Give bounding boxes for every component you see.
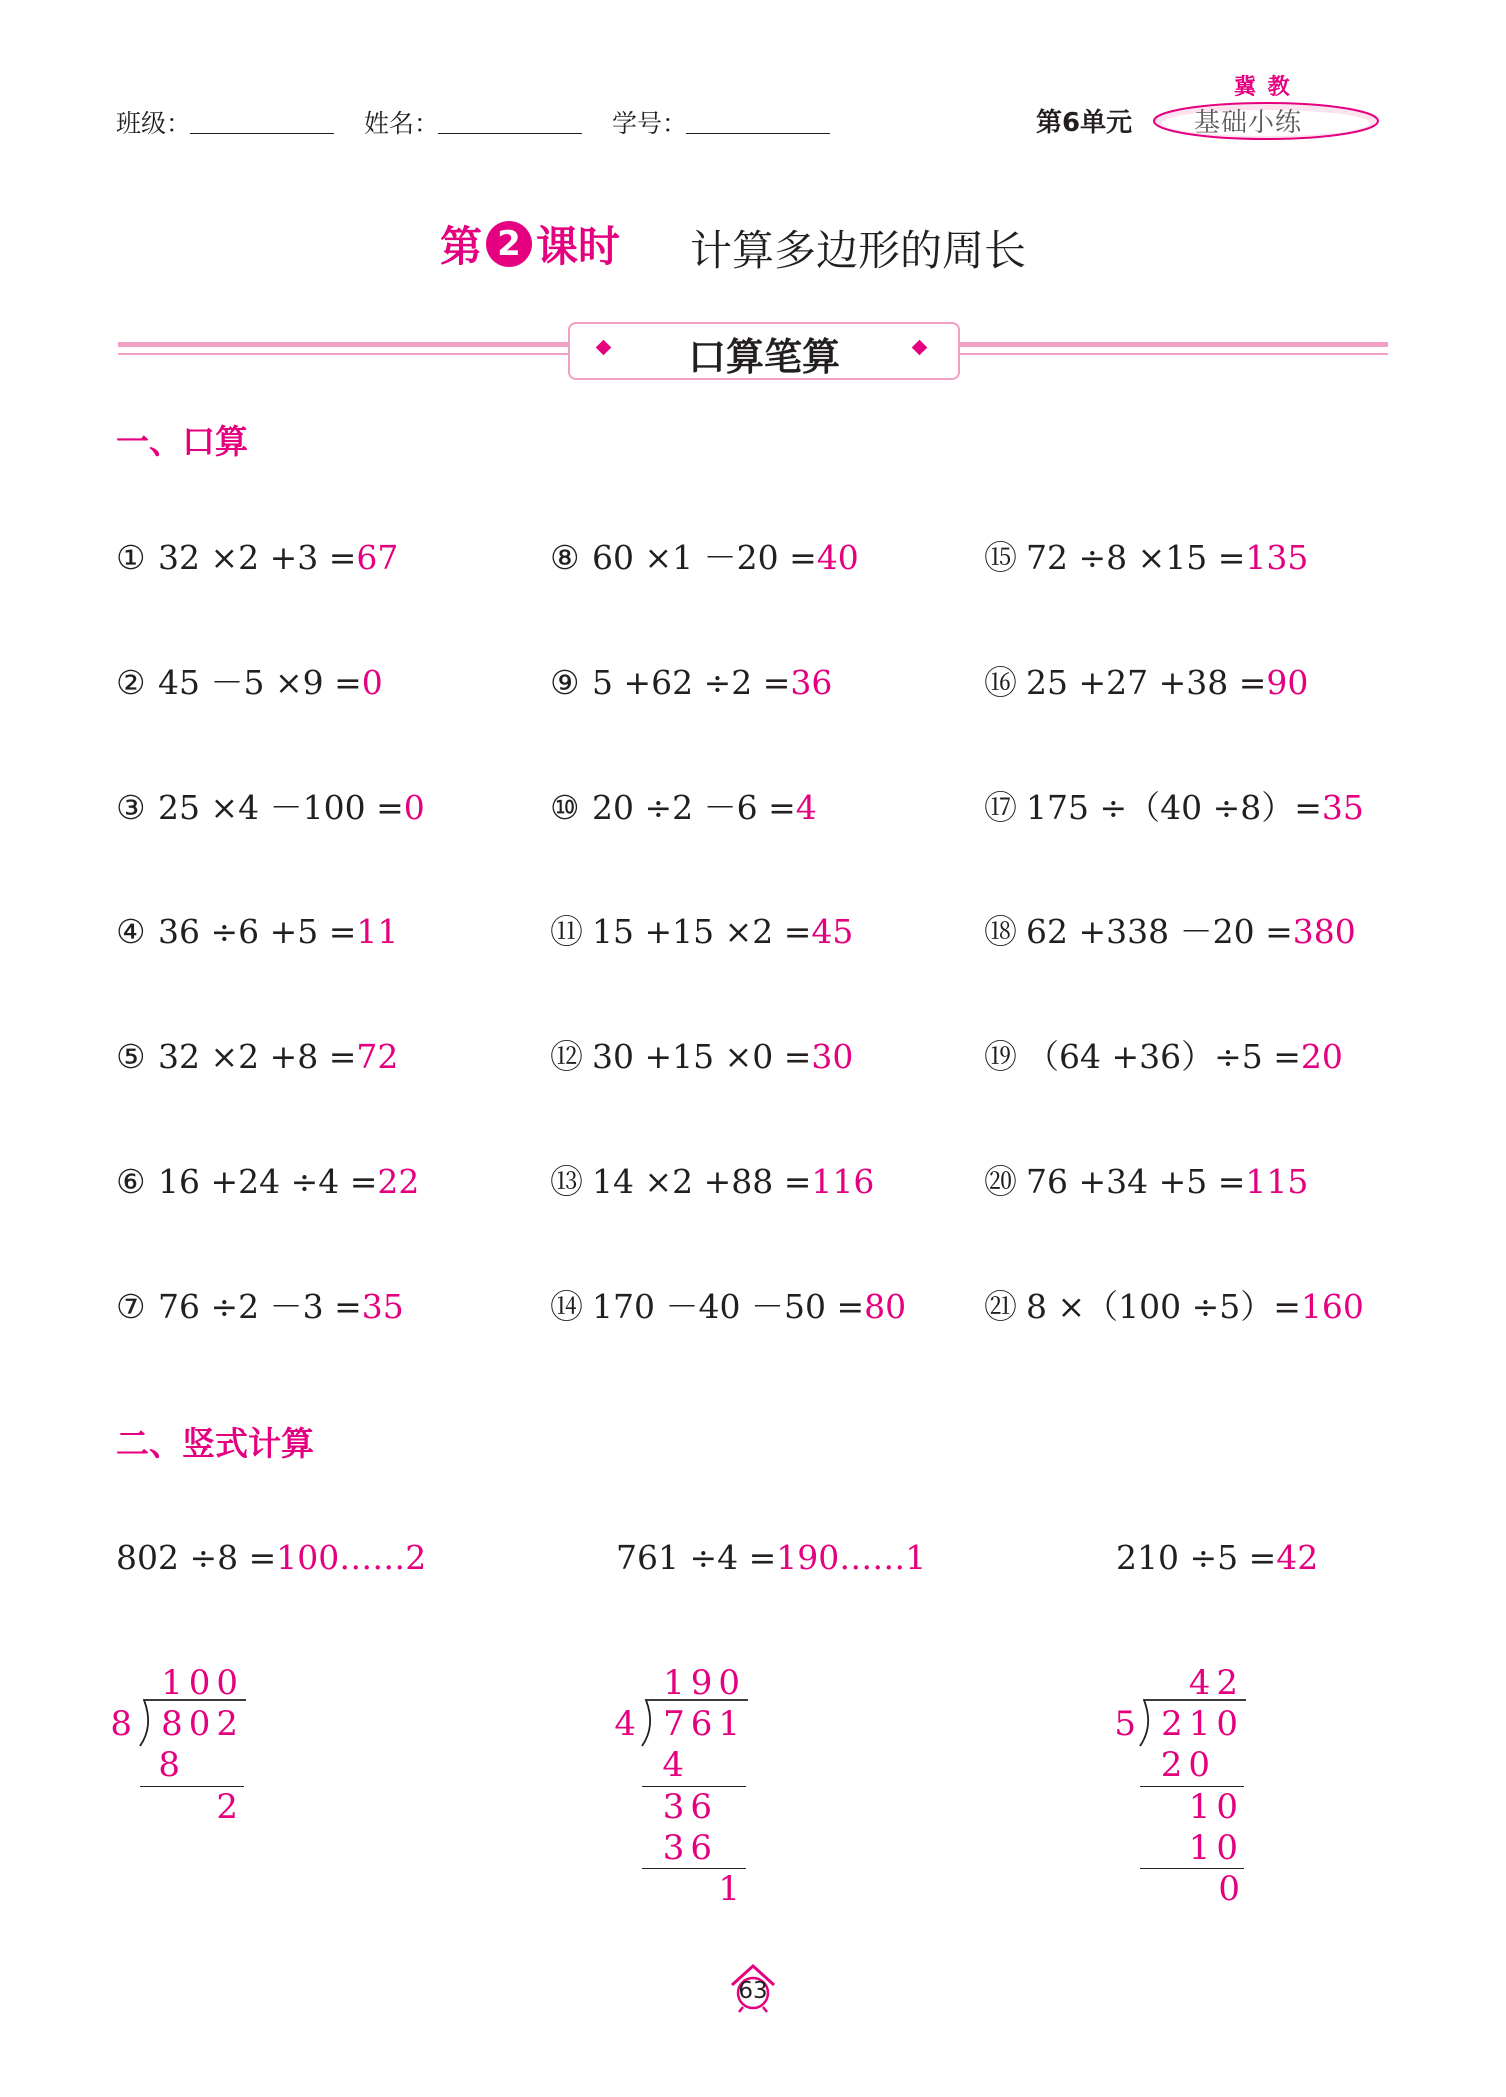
oral-item-answer[interactable]: 72: [356, 1037, 399, 1076]
ld3-dividend: 210: [1161, 1704, 1244, 1744]
oral-item: [984, 788, 1364, 828]
student-id-label: 学号：: [612, 109, 688, 138]
oral-item-question: 32 ×2 +8 =: [158, 1037, 357, 1076]
banner-band-left: [118, 342, 570, 347]
oral-item: [984, 912, 1356, 952]
ld2-step-3: 36: [662, 1828, 718, 1868]
oral-item-question: 16 +24 ÷4 =: [158, 1162, 378, 1201]
oral-item-answer[interactable]: 160: [1300, 1287, 1364, 1326]
oral-item-answer[interactable]: 11: [356, 912, 399, 951]
oral-item-number: ④: [116, 912, 146, 951]
oral-item: [116, 1162, 419, 1202]
oral-item: [550, 663, 832, 703]
oral-item-number: ⑧: [550, 538, 580, 577]
oral-item-question: 5 +62 ÷2 =: [592, 663, 791, 702]
oral-item-answer[interactable]: 135: [1245, 538, 1309, 577]
ld3-step-3: 10: [1188, 1828, 1244, 1868]
ld1-step-1: 8: [158, 1745, 186, 1785]
oral-item: [116, 912, 398, 952]
oral-item: [984, 663, 1308, 703]
oral-item-number: ⑤: [116, 1037, 146, 1076]
oral-item-answer[interactable]: 0: [403, 788, 425, 827]
oral-item: [116, 1287, 404, 1327]
ld3-step-2: 10: [1188, 1787, 1244, 1827]
oral-item-answer[interactable]: 20: [1300, 1037, 1343, 1076]
oral-item-number: ⑫: [550, 1037, 583, 1076]
lesson-suffix: 课时: [536, 222, 621, 271]
ld2-dividend: 761: [663, 1704, 746, 1744]
oral-item-number: ⑱: [984, 912, 1017, 951]
oral-item-question: 25 ×4 －100 =: [158, 788, 404, 827]
ld3-divisor: 5: [1114, 1704, 1142, 1744]
oral-item: [550, 788, 817, 828]
oral-item-number: ⑮: [984, 538, 1017, 577]
banner-band-right-thin: [956, 353, 1388, 355]
oral-item: [550, 1287, 906, 1327]
oral-item-answer[interactable]: 4: [795, 788, 817, 827]
oral-item-answer[interactable]: 45: [811, 912, 854, 951]
oral-item-question: 76 +34 +5 =: [1026, 1162, 1246, 1201]
oral-item-answer[interactable]: 0: [361, 663, 383, 702]
class-blank[interactable]: [190, 133, 334, 134]
written-problem-1-answer[interactable]: 100……2: [276, 1538, 427, 1577]
oral-item-answer[interactable]: 22: [377, 1162, 420, 1201]
oral-item-answer[interactable]: 115: [1245, 1162, 1309, 1201]
name-label: 姓名：: [364, 109, 440, 138]
section2-heading: 二、竖式计算: [116, 1424, 314, 1463]
oral-item-question: 30 +15 ×0 =: [592, 1037, 812, 1076]
oral-item: [116, 788, 425, 828]
ld1-dividend: 802: [161, 1704, 244, 1744]
oral-item-number: ⑳: [984, 1162, 1017, 1201]
oral-item-question: 76 ÷2 －3 =: [158, 1287, 362, 1326]
oral-item-answer[interactable]: 36: [790, 663, 833, 702]
oral-item: [116, 538, 398, 578]
oral-item-question: （64 +36）÷5 =: [1026, 1037, 1301, 1076]
oral-item-question: 32 ×2 +3 =: [158, 538, 357, 577]
section1-heading: 一、口算: [116, 422, 248, 461]
oral-item: [116, 663, 383, 703]
oral-item-answer[interactable]: 40: [816, 538, 859, 577]
oral-item-question: 25 +27 +38 =: [1026, 663, 1267, 702]
ld2-step-4: 1: [718, 1869, 746, 1909]
class-label: 班级：: [116, 109, 192, 138]
oral-item-number: ⑩: [550, 788, 580, 827]
written-problem-3-question: 210 ÷5 =: [1116, 1538, 1277, 1577]
oral-item-number: ⑬: [550, 1162, 583, 1201]
oral-item-answer[interactable]: 80: [864, 1287, 907, 1326]
written-problem-1-equation: [116, 1538, 426, 1577]
written-problem-3-answer[interactable]: 42: [1276, 1538, 1319, 1577]
page-number: 63: [738, 1978, 768, 2004]
oral-item: [550, 1162, 874, 1202]
oral-item-number: ①: [116, 538, 146, 577]
student-id-blank[interactable]: [686, 133, 830, 134]
banner-band-left-thin: [118, 353, 570, 355]
oral-item-question: 14 ×2 +88 =: [592, 1162, 812, 1201]
oral-item-question: 62 +338 －20 =: [1026, 912, 1293, 951]
oral-item-number: ⑪: [550, 912, 583, 951]
oral-item-question: 8 ×（100 ÷5）=: [1026, 1287, 1301, 1326]
oral-item-number: ⑰: [984, 788, 1017, 827]
written-problem-2-answer[interactable]: 190……1: [776, 1538, 927, 1577]
oral-item-answer[interactable]: 30: [811, 1037, 854, 1076]
lesson-heading: [440, 214, 620, 274]
ld1-quotient: 100: [161, 1663, 244, 1703]
banner-title: 口算笔算: [687, 335, 840, 379]
written-problem-2-question: 761 ÷4 =: [616, 1538, 777, 1577]
oral-item-number: ⑦: [116, 1287, 146, 1326]
oral-item-number: ⑥: [116, 1162, 146, 1201]
series-label: 基础小练: [1194, 108, 1303, 138]
ld3-step-1: 20: [1160, 1745, 1216, 1785]
banner-band-right: [956, 342, 1388, 347]
oral-item: [116, 1037, 398, 1077]
oral-item-answer[interactable]: 380: [1292, 912, 1356, 951]
lesson-number-circle: 2: [486, 221, 532, 267]
ld1-step-2: 2: [216, 1787, 244, 1827]
oral-item-number: ⑭: [550, 1287, 583, 1326]
ld3-quotient: 42: [1188, 1663, 1244, 1703]
oral-item-question: 175 ÷（40 ÷8）=: [1026, 788, 1322, 827]
oral-item-question: 20 ÷2 －6 =: [592, 788, 796, 827]
oral-item-question: 45 －5 ×9 =: [158, 663, 362, 702]
name-blank[interactable]: [438, 133, 582, 134]
oral-item: [550, 1037, 853, 1077]
oral-item-answer[interactable]: 35: [361, 1287, 404, 1326]
ld2-divisor: 4: [614, 1704, 642, 1744]
ld2-quotient: 190: [663, 1663, 746, 1703]
ld1-divisor: 8: [110, 1704, 138, 1744]
oral-item-number: ⑲: [984, 1037, 1017, 1076]
oral-item-answer[interactable]: 35: [1321, 788, 1364, 827]
oral-item-number: ②: [116, 663, 146, 702]
oral-item-answer[interactable]: 67: [356, 538, 399, 577]
oral-item: [984, 1037, 1343, 1077]
publisher-label: 冀 教: [1234, 75, 1292, 100]
lesson-topic: 计算多边形的周长: [690, 226, 1027, 275]
oral-item: [984, 1287, 1364, 1327]
ld3-step-4: 0: [1218, 1869, 1246, 1909]
oral-item: [550, 912, 853, 952]
oral-item-question: 170 －40 －50 =: [592, 1287, 865, 1326]
oral-item-answer[interactable]: 116: [811, 1162, 875, 1201]
oral-item-question: 72 ÷8 ×15 =: [1026, 538, 1246, 577]
written-problem-1-question: 802 ÷8 =: [116, 1538, 277, 1577]
unit-label: 第6单元: [1036, 108, 1133, 138]
oral-item: [984, 538, 1308, 578]
oral-item-number: ⑨: [550, 663, 580, 702]
oral-item: [550, 538, 859, 578]
oral-item-number: ⑯: [984, 663, 1017, 702]
ld2-step-2: 36: [662, 1787, 718, 1827]
oral-item-number: ㉑: [984, 1287, 1017, 1326]
oral-item-answer[interactable]: 90: [1266, 663, 1309, 702]
oral-item-number: ③: [116, 788, 146, 827]
oral-item: [984, 1162, 1308, 1202]
oral-item-question: 15 +15 ×2 =: [592, 912, 812, 951]
oral-item-question: 60 ×1 －20 =: [592, 538, 817, 577]
lesson-prefix: 第: [440, 222, 483, 271]
written-problem-3-equation: [1116, 1538, 1318, 1577]
oral-item-question: 36 ÷6 +5 =: [158, 912, 357, 951]
ld2-step-1: 4: [662, 1745, 690, 1785]
written-problem-2-equation: [616, 1538, 926, 1577]
